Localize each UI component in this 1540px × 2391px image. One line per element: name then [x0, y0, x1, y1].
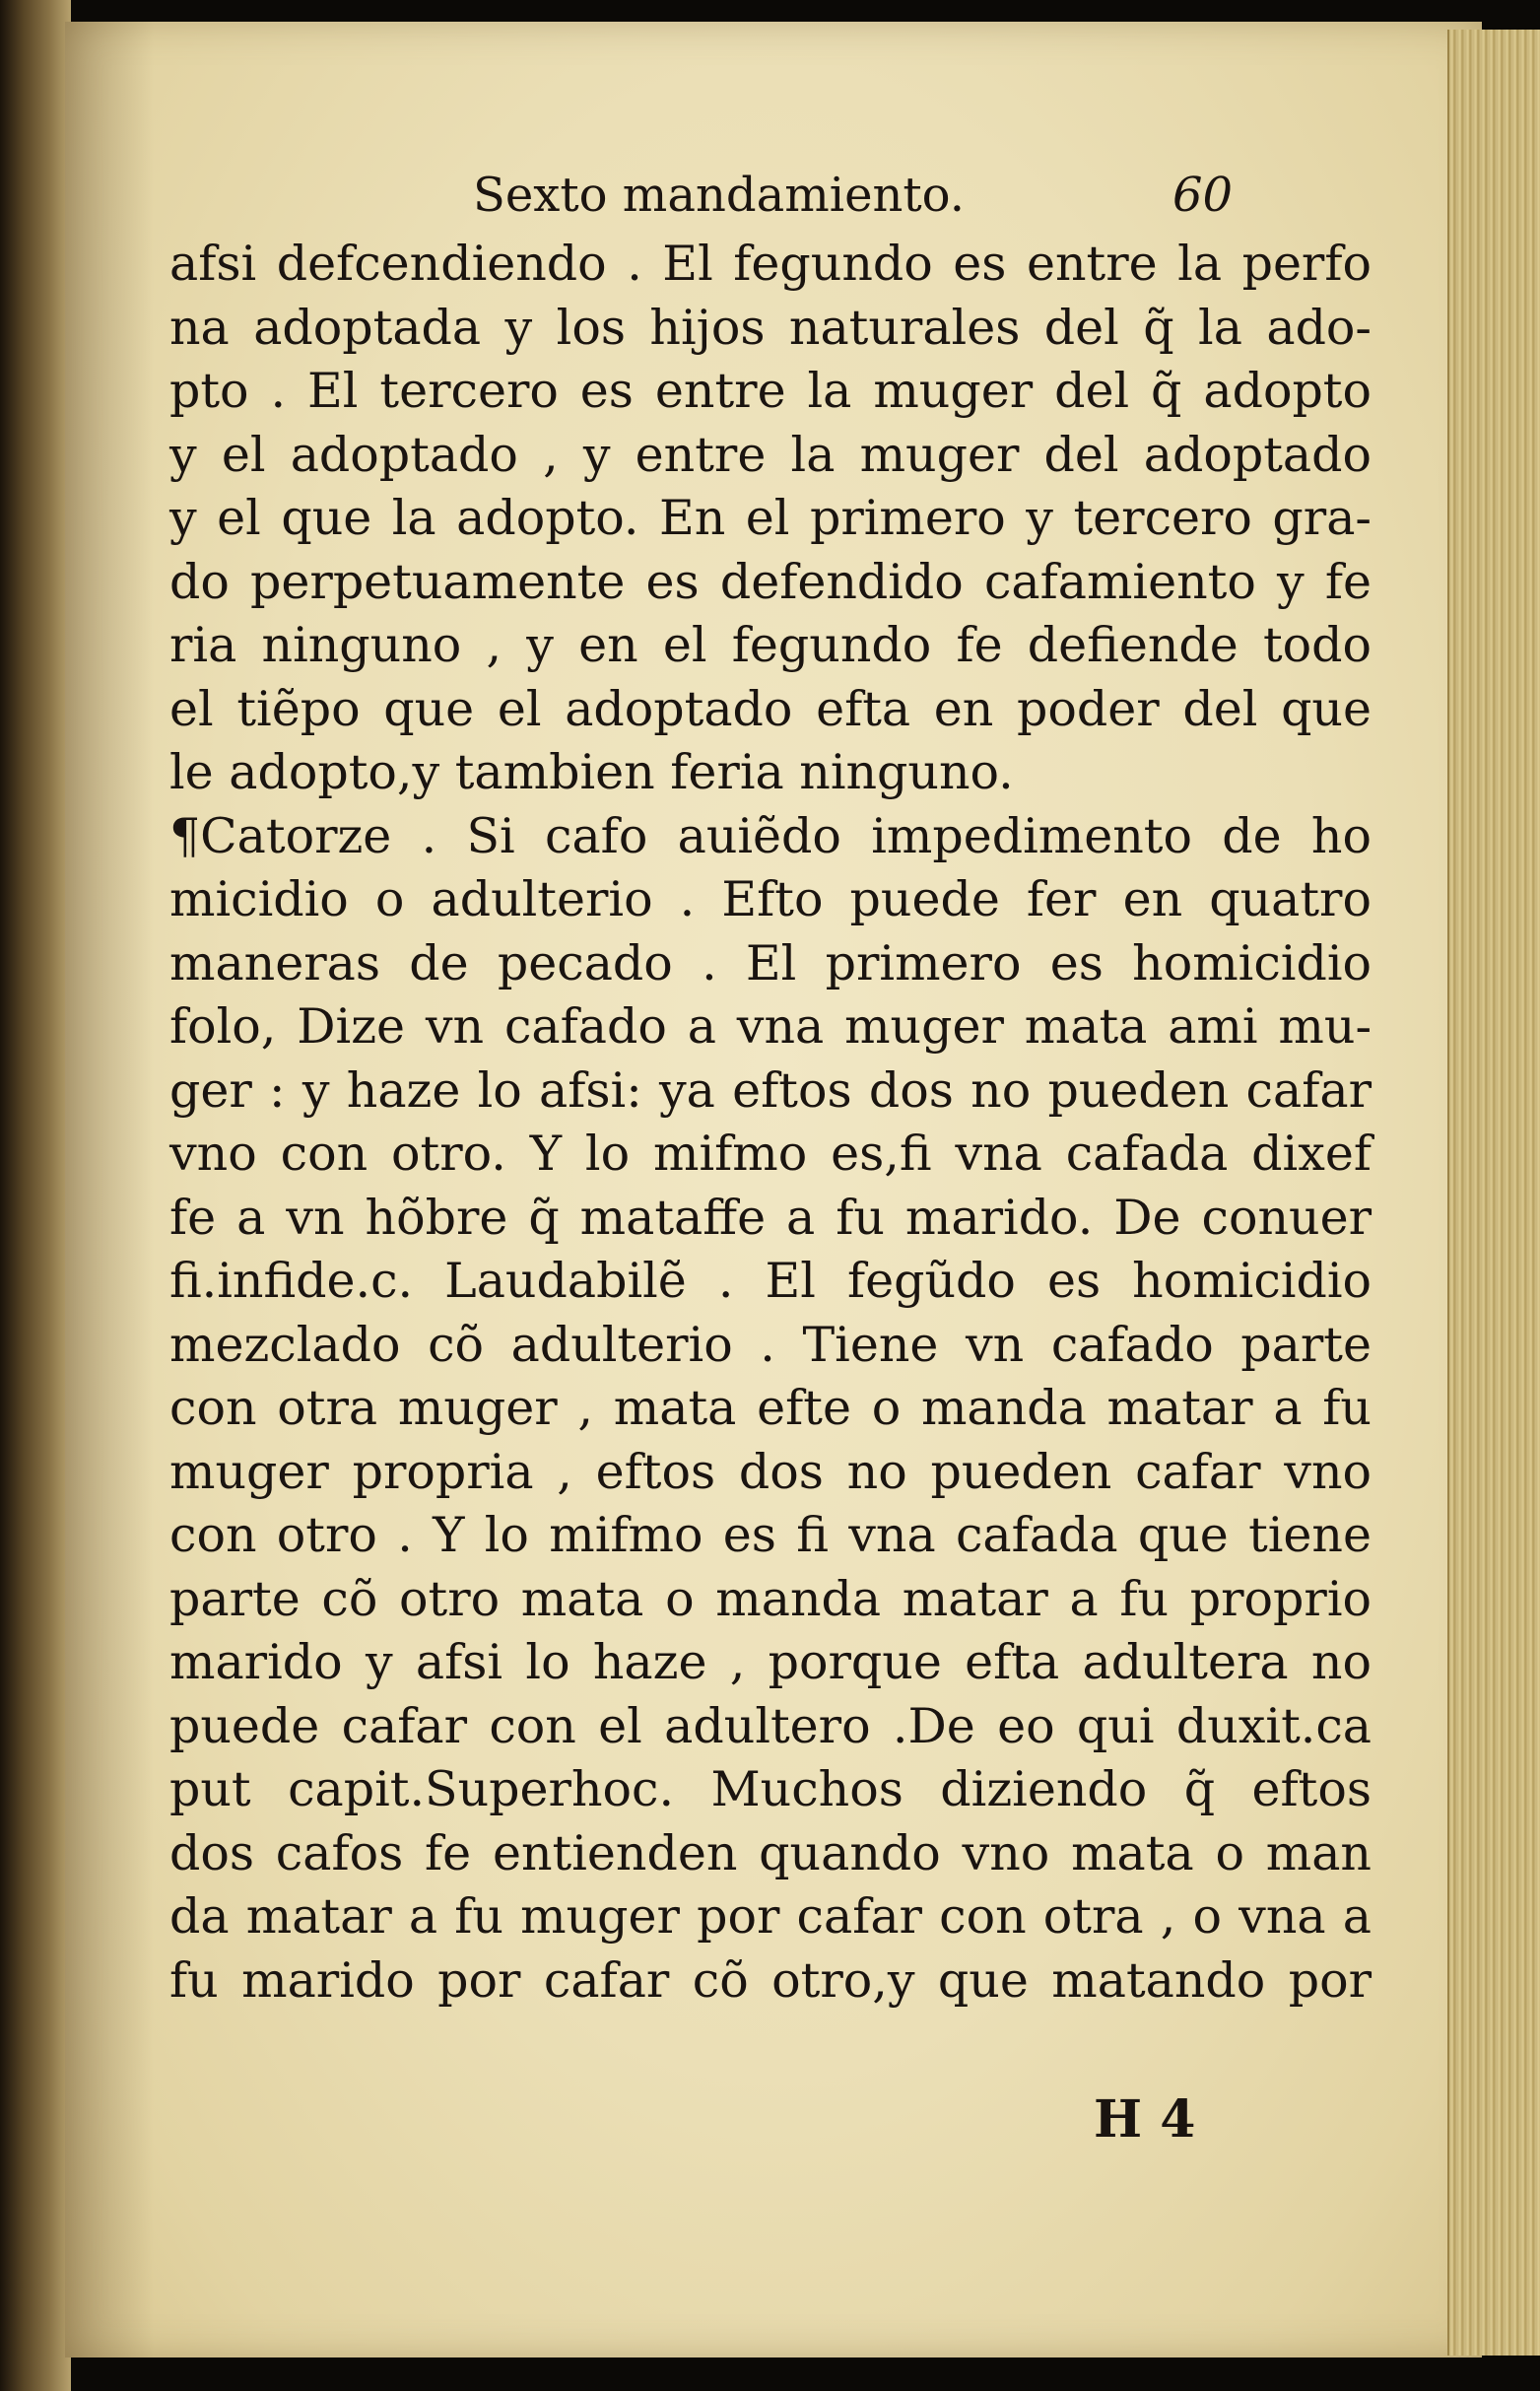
text-line: afsi defcendiendo . El fegundo es entre la perfo	[169, 236, 1372, 292]
text-line: ¶Catorze . Si cafo auiẽdo impedimento de ho	[169, 807, 1372, 864]
text-line: maneras de pecado . El primero es homicidio	[169, 934, 1372, 991]
text-line: dos cafos fe entienden quando vno mata o man	[169, 1824, 1372, 1881]
text-line: muger propria , eftos dos no pueden cafar vno	[169, 1443, 1372, 1500]
text-line: ria ninguno , y en el fegundo fe defiende todo	[169, 617, 1372, 673]
gutter-shadow	[65, 22, 154, 2357]
body-text	[169, 233, 1372, 2013]
text-line: el tiẽpo que el adoptado efta en poder del que	[169, 680, 1372, 737]
signature-mark: H 4	[1094, 2089, 1196, 2150]
text-line: con otra muger , mata efte o manda matar a fu	[169, 1380, 1372, 1436]
text-line: y el adoptado , y entre la muger del adoptado	[169, 426, 1372, 483]
text-line: fi.infide.c. Laudabilẽ . El fegũdo es homicidio	[169, 1253, 1372, 1309]
text-line: marido y afsi lo haze , porque efta adultera no	[169, 1634, 1372, 1690]
text-line: na adoptada y los hijos naturales del q̃ la ado-	[169, 299, 1372, 356]
text-line: mezclado cõ adulterio . Tiene vn cafado parte	[169, 1316, 1372, 1373]
text-line: ger : y haze lo afsi: ya eftos dos no pueden cafar	[169, 1061, 1372, 1119]
text-line: folo, Dize vn cafado a vna muger mata ami mu-	[169, 998, 1372, 1055]
text-line: fe a vn hõbre q̃ mataffe a fu marido. De conuer	[169, 1189, 1372, 1246]
left-page-edge	[0, 0, 71, 2391]
text-line: parte cõ otro mata o manda matar a fu proprio	[169, 1570, 1372, 1627]
running-title: Sexto mandamiento.	[473, 168, 965, 223]
text-line: con otro . Y lo mifmo es fi vna cafada que tiene	[169, 1507, 1372, 1563]
text-line: pto . El tercero es entre la muger del q̃ adopto	[169, 363, 1372, 419]
text-line: y el que la adopto. En el primero y tercero gra-	[169, 490, 1372, 546]
text-line: puede cafar con el adultero .De eo qui duxit.ca	[169, 1697, 1372, 1754]
text-line: do perpetuamente es defendido cafamiento y fe	[169, 553, 1372, 610]
text-line: vno con otro. Y lo mifmo es,fi vna cafada dixef	[169, 1126, 1372, 1182]
page-number: 60	[1172, 168, 1234, 223]
text-line: fu marido por cafar cõ otro,y que matando por	[169, 1951, 1372, 2009]
text-line: micidio o adulterio . Efto puede fer en quatro	[169, 871, 1372, 927]
page-header	[473, 168, 1281, 237]
text-line: le adopto,y tambien feria ninguno.	[169, 744, 1014, 800]
page-fore-edge	[1447, 30, 1540, 2356]
text-line: put capit.Superhoc. Muchos diziendo q̃ eftos	[169, 1761, 1372, 1817]
text-line: da matar a fu muger por cafar con otra , o vna a	[169, 1888, 1372, 1945]
